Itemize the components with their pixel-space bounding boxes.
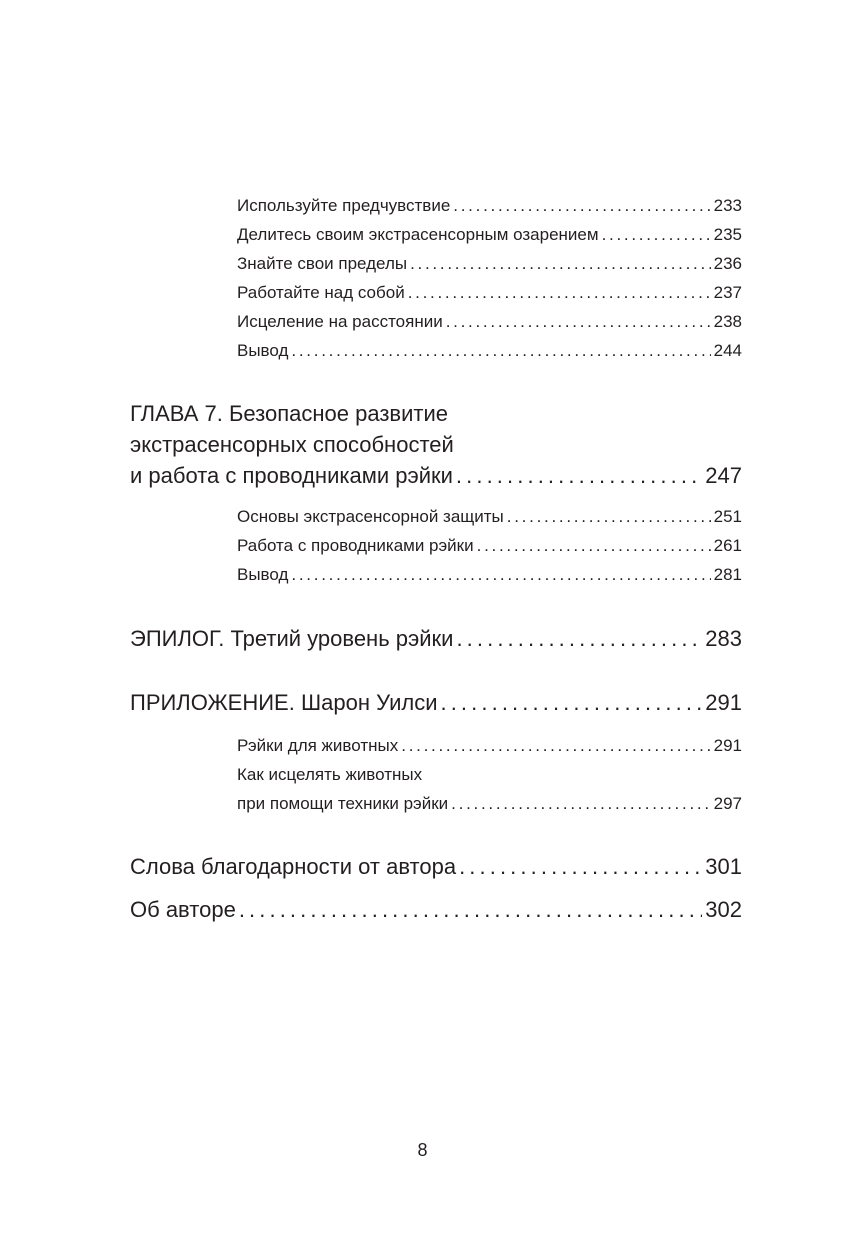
toc-entry-page: 261 — [713, 536, 742, 555]
toc-entry-title: Работайте над собой — [237, 283, 405, 302]
dot-leader — [602, 225, 711, 245]
toc-entry-page: 297 — [713, 794, 742, 813]
toc-entry-page: 291 — [705, 690, 742, 715]
toc-entry-page: 233 — [713, 196, 742, 215]
toc-entry-title: Делитесь своим экстрасенсорным озарением — [237, 225, 599, 244]
toc-entry-title: Основы экстрасенсорной защиты — [237, 507, 504, 526]
toc-entry-title: Вывод — [237, 341, 289, 360]
dot-leader — [291, 341, 710, 361]
toc-entry-page: 244 — [713, 341, 742, 360]
toc-entry-page: 283 — [705, 626, 742, 651]
dot-leader — [459, 854, 702, 880]
toc-entry — [237, 196, 742, 216]
chapter-heading-line: экстрасенсорных способностей — [130, 432, 454, 457]
dot-leader — [477, 536, 711, 556]
toc-entry-title: Исцеление на расстоянии — [237, 312, 443, 331]
dot-leader — [456, 463, 702, 489]
toc-entry — [237, 283, 742, 303]
dot-leader — [401, 736, 710, 756]
dot-leader — [408, 283, 711, 303]
chapter-heading — [130, 626, 742, 652]
chapter-heading-title: Об авторе — [130, 897, 236, 922]
dot-leader — [456, 626, 702, 652]
toc-entry-page: 236 — [713, 254, 742, 273]
toc-entry — [237, 312, 742, 332]
dot-leader — [446, 312, 711, 332]
toc-entry — [237, 794, 742, 814]
chapter-heading — [130, 854, 742, 880]
chapter-heading-line: ГЛАВА 7. Безопасное развитие — [130, 401, 449, 426]
toc-entry — [237, 341, 742, 361]
chapter-heading-line: и работа с проводниками рэйки — [130, 463, 453, 488]
dot-leader — [451, 794, 710, 814]
toc-entry-page: 238 — [713, 312, 742, 331]
toc-entry — [237, 507, 742, 527]
chapter-heading — [130, 897, 742, 923]
toc-entry-page: 251 — [713, 507, 742, 526]
toc-entry — [237, 225, 742, 245]
toc-entry-title: Рэйки для животных — [237, 736, 399, 755]
toc-entry-page: 247 — [705, 463, 742, 488]
chapter-heading — [130, 463, 742, 489]
chapter-heading-title: ЭПИЛОГ. Третий уровень рэйки — [130, 626, 454, 651]
toc-entry — [237, 254, 742, 274]
toc-entry-title: Вывод — [237, 565, 289, 584]
dot-leader — [453, 196, 710, 216]
toc-entry — [237, 536, 742, 556]
toc-entry — [237, 736, 742, 756]
dot-leader — [440, 690, 702, 716]
dot-leader — [507, 507, 711, 527]
chapter-heading — [130, 690, 742, 716]
toc-entry-page: 301 — [705, 854, 742, 879]
toc-entry — [237, 565, 742, 585]
dot-leader — [239, 897, 702, 923]
toc-entry-page: 281 — [713, 565, 742, 584]
page-number: 8 — [417, 1140, 428, 1160]
dot-leader — [291, 565, 710, 585]
toc-entry-page: 235 — [713, 225, 742, 244]
toc-entry-title: Как исцелять животных — [237, 765, 423, 784]
chapter-heading-title: Слова благодарности от автора — [130, 854, 457, 879]
toc-entry-page: 237 — [713, 283, 742, 302]
chapter-heading-title: ПРИЛОЖЕНИЕ. Шарон Уилси — [130, 690, 438, 715]
toc-entry-title: Работа с проводниками рэйки — [237, 536, 474, 555]
toc-entry-title: Используйте предчувствие — [237, 196, 451, 215]
toc-entry-page: 291 — [713, 736, 742, 755]
dot-leader — [410, 254, 711, 274]
toc-entry-title: Знайте свои пределы — [237, 254, 408, 273]
toc-entry-title: при помощи техники рэйки — [237, 794, 449, 813]
toc-entry-page: 302 — [705, 897, 742, 922]
